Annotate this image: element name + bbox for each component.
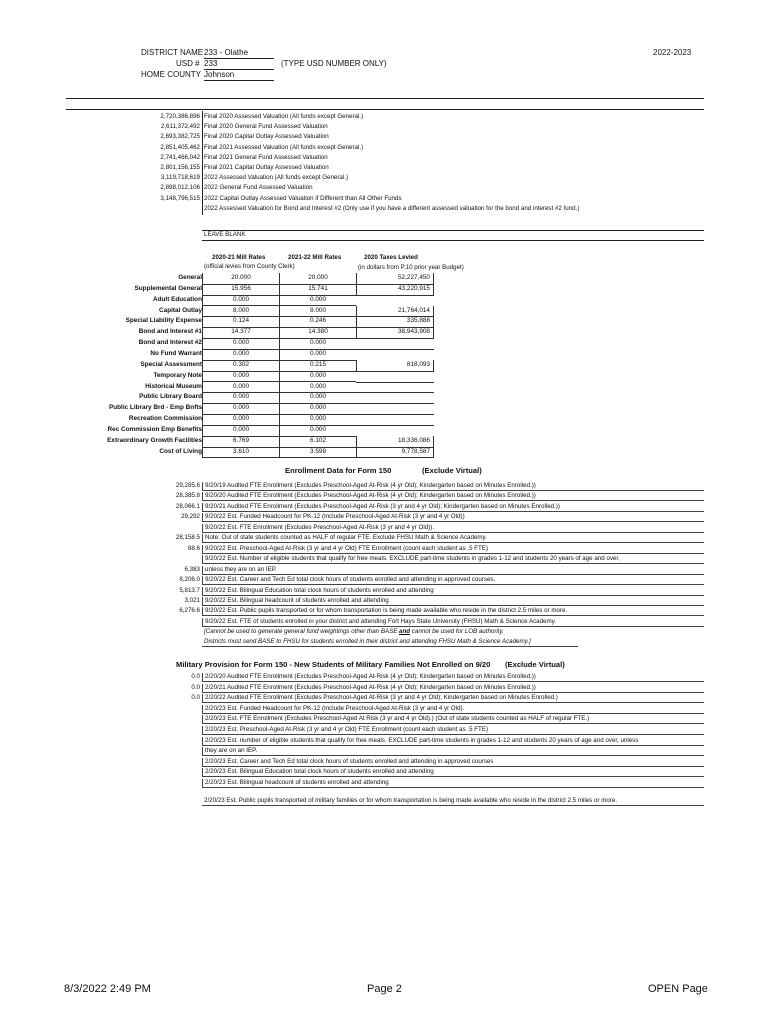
enrollment-description: Note: Out of state students counted as HALF of regular FTE. Exclude FHSU Math & Science Academy. <box>202 534 704 543</box>
rates-col1-header: 2020-21 Mill Rates <box>212 254 266 261</box>
valuation-amount[interactable]: 2,741,466,042 <box>160 153 200 161</box>
enrollment-description: 9/20/22 Est. FTE Enrollment (Excludes Preschool-Aged At-Risk (3 yr and 4 yr Old)). <box>202 524 704 533</box>
enrollment-description: 9/20/22 Est. Bilingual headcount of students enrolled and attending <box>202 597 704 606</box>
home-county-value[interactable]: Johnson <box>204 70 274 81</box>
usd-label: USD # <box>176 59 200 68</box>
enrollment-description: 9/20/22 Est. Number of eligible students that qualify for free meals. EXCLUDE part-time students in grades 1-12 and students 20 years of age and over, <box>202 555 704 564</box>
valuation-description: Final 2021 Capital Outlay Assessed Valuation <box>204 164 329 171</box>
enrollment-title-note: (Exclude Virtual) <box>422 466 482 475</box>
military-description: 2/20/23 Est. Preschool-Aged At-Risk (3 yr and 4 yr Old) FTE Enrollment (count each student as .5 FTE) <box>202 726 704 735</box>
rate-2020-21[interactable]: 0.000 <box>202 414 279 426</box>
rates-col1-sub: (official levies from County Clerk) <box>204 263 295 270</box>
enrollment-description: 9/20/22 Est. FTE of students enrolled in your district and attending Fort Hays State University (FHSU) Math & Science Academy. <box>202 618 704 627</box>
valuation-amount[interactable]: 2,898,012,106 <box>160 184 200 192</box>
rate-2020-21[interactable]: 0.000 <box>202 425 279 437</box>
rate-fund-label: Capital Outlay <box>159 306 202 314</box>
rate-2021-22[interactable]: 0.000 <box>279 295 356 307</box>
military-description: 2/20/23 Est. FTE Enrollment (Excludes Preschool-Aged At Risk (3 yr and 4 yr Old).) (Out of state students counted as HALF of regular FTE.) <box>202 715 704 724</box>
rate-2020-21[interactable]: 0.124 <box>202 316 279 328</box>
rate-2020-21[interactable]: 14.377 <box>202 327 279 339</box>
enrollment-value[interactable]: 29,285.6 <box>175 482 200 489</box>
rate-2021-22[interactable]: 6.102 <box>279 436 356 448</box>
valuation-amount[interactable]: 3,119,718,619 <box>160 174 200 182</box>
rate-fund-label: Special Liability Expense <box>125 317 202 325</box>
enrollment-value[interactable]: 88.6 <box>187 544 200 552</box>
taxes-levied[interactable] <box>356 371 434 372</box>
rates-col3-header: 2020 Taxes Levied <box>364 254 418 261</box>
rate-fund-label: Supplemental General <box>134 284 202 292</box>
district-name-value[interactable]: 233 - Olathe <box>204 48 274 59</box>
enrollment-description: unless they are on an IEP. <box>202 566 704 575</box>
rate-2020-21[interactable]: 0.000 <box>202 295 279 307</box>
rate-2020-21[interactable]: 0.000 <box>202 338 279 350</box>
page-status: OPEN Page <box>648 983 708 995</box>
fhsu-note-1 <box>204 628 504 636</box>
rate-2020-21[interactable]: 20.000 <box>202 273 279 285</box>
military-description: 2/20/20 Audited FTE Enrollment (Excludes Preschool-Aged At-Risk (4 yr Old); Kindergarten based on Minutes Enrolled.)) <box>202 673 704 682</box>
valuation-amount[interactable]: 2,611,372,492 <box>160 123 200 131</box>
enrollment-value[interactable]: 6,276.6 <box>179 607 200 615</box>
enrollment-title: Enrollment Data for Form 150 <box>285 466 392 475</box>
taxes-levied[interactable] <box>356 338 434 339</box>
military-description: they are on an IEP. <box>202 747 704 756</box>
enrollment-description: 9/20/22 Est. Preschool-Aged At-Risk (3 yr and 4 yr Old) FTE Enrollment (count each student as .5 FTE) <box>202 545 704 554</box>
rate-fund-label: Adult Education <box>153 295 202 303</box>
military-title: Military Provision for Form 150 - New Students of Military Families Not Enrolled on 9/20 <box>176 660 491 669</box>
rate-2021-22[interactable]: 8.000 <box>279 306 356 318</box>
valuation-description: Final 2021 Assessed Valuation (All funds except General.) <box>204 143 364 151</box>
enrollment-value[interactable]: 28,158.5 <box>175 534 200 542</box>
rates-col2-header: 2021-22 Mill Rates <box>288 254 342 261</box>
valuation-description: Final 2021 General Fund Assessed Valuation <box>204 153 328 161</box>
taxes-levied[interactable]: 21,764,014 <box>356 306 434 318</box>
rate-fund-label: Bond and Interest #1 <box>138 328 202 336</box>
rate-2020-21[interactable]: 0.302 <box>202 360 279 372</box>
valuation-description: Final 2020 Capital Outlay Assessed Valuation <box>204 133 329 141</box>
valuation-amount[interactable]: 2,801,156,155 <box>160 164 200 171</box>
page-number: Page 2 <box>367 983 402 995</box>
enrollment-value[interactable]: 6,383 <box>184 565 200 573</box>
divider <box>66 98 704 99</box>
rate-2021-22[interactable]: 0.000 <box>279 425 356 437</box>
enrollment-value[interactable]: 29,292 <box>181 513 200 521</box>
rate-2021-22[interactable]: 0.246 <box>279 316 356 328</box>
rate-2020-21[interactable]: 0.000 <box>202 371 279 383</box>
taxes-levied[interactable] <box>356 414 434 415</box>
rate-2021-22[interactable]: 0.215 <box>279 360 356 372</box>
rate-2020-21[interactable]: 15.956 <box>202 284 279 296</box>
rate-2020-21[interactable]: 0.000 <box>202 349 279 361</box>
rate-fund-label: Rec Commission Emp Benefits <box>107 425 202 433</box>
rate-2020-21[interactable]: 6.769 <box>202 436 279 448</box>
military-description: 2/20/23 Est. Bilingual Education total clock hours of students enrolled and attending <box>202 768 704 777</box>
rate-2021-22[interactable]: 0.000 <box>279 403 356 415</box>
rate-2021-22[interactable]: 0.000 <box>279 382 356 394</box>
taxes-levied[interactable]: 43,220,915 <box>356 284 434 296</box>
rate-fund-label: Extraordinary Growth Facilities <box>107 436 202 444</box>
rate-fund-label: No Fund Warrant <box>150 349 202 357</box>
taxes-levied[interactable] <box>356 392 434 393</box>
rate-2020-21[interactable]: 0.000 <box>202 403 279 415</box>
military-description: 2/20/23 Est. Bilingual headcount of students enrolled and attending <box>202 779 704 788</box>
military-title-note: (Exclude Virtual) <box>505 660 565 669</box>
taxes-levied[interactable] <box>356 382 434 383</box>
leave-blank-label: LEAVE BLANK <box>204 231 246 238</box>
enrollment-value[interactable]: 3,021 <box>184 597 200 604</box>
rate-2021-22[interactable]: 0.000 <box>279 414 356 426</box>
military-description: 2/20/23 Est. number of eligible students that qualify for free meals. EXCLUDE part-time students in grades 1-12 and students 20 years of age and over, unless <box>202 737 704 746</box>
taxes-levied[interactable] <box>356 403 434 404</box>
enrollment-description: 9/20/19 Audited FTE Enrollment (Excludes Preschool-Aged At-Risk (4 yr Old); Kindergarten based on Minutes Enrolled.)) <box>202 482 704 491</box>
valuation-amount[interactable]: 2,693,382,725 <box>160 133 200 141</box>
note-emphasis: and <box>399 628 411 635</box>
enrollment-description: 9/20/21 Audited FTE Enrollment (Excludes Preschool-Aged At-Risk (3 yr and 4 yr Old); Kindergarten based on Minutes Enrolled.)) <box>202 503 704 512</box>
enrollment-value[interactable]: 5,813.7 <box>179 586 200 594</box>
rate-fund-label: Special Assessment <box>140 360 202 368</box>
rate-fund-label: Public Library Brd - Emp Bnfts <box>108 404 202 412</box>
rate-2021-22[interactable]: 15.741 <box>279 284 356 296</box>
taxes-levied[interactable]: 52,227,450 <box>356 273 434 285</box>
rate-2020-21[interactable]: 3.610 <box>202 447 279 459</box>
rate-fund-label: Cost of Living <box>159 447 202 455</box>
home-county-label: HOME COUNTY <box>141 70 201 79</box>
enrollment-description: 9/20/22 Est. Public pupils transported or for whom transportation is being made available who reside in the district 2.5 miles or more. <box>202 607 704 616</box>
rate-2020-21[interactable]: 8.000 <box>202 306 279 318</box>
district-name-label: DISTRICT NAME <box>141 48 204 57</box>
military-description: 2/20/22 Audited FTE Enrollment (Excludes Preschool-Aged At-Risk (3 yr and 4 yr Old); Kindergarten based on Minutes Enrolled.) <box>202 694 704 703</box>
enrollment-description: 9/20/20 Audited FTE Enrollment (Excludes Preschool-Aged At-Risk (4 yr Old); Kindergarten based on Minutes Enrolled.)) <box>202 492 704 501</box>
taxes-levied[interactable]: 38,943,908 <box>356 327 434 339</box>
divider <box>66 109 704 110</box>
taxes-levied[interactable] <box>356 425 434 426</box>
rate-fund-label: General <box>178 274 202 281</box>
taxes-levied[interactable]: 18,336,086 <box>356 436 434 448</box>
valuation-amount[interactable]: 2,851,405,462 <box>160 143 200 151</box>
military-transport-row: 2/20/23 Est. Public pupils transported of military families or for whom transportation is being made available who reside in the district 2.5 miles or more. <box>202 797 704 806</box>
valuation-amount[interactable]: 3,148,796,515 <box>160 194 200 202</box>
taxes-levied[interactable]: 9,778,587 <box>356 447 434 459</box>
rate-fund-label: Public Library Board <box>139 393 202 401</box>
valuation-amount[interactable]: 2,720,386,896 <box>160 113 200 120</box>
enrollment-description: 9/20/22 Est. Career and Tech Ed total clock hours of students enrolled and attending in approved courses. <box>202 576 704 585</box>
valuation-description: 2022 General Fund Assessed Valuation <box>204 184 313 192</box>
taxes-levied[interactable] <box>356 349 434 350</box>
valuation-description: Final 2020 Assessed Valuation (All funds except General.) <box>204 113 364 120</box>
rate-fund-label: Recreation Commission <box>128 415 202 422</box>
print-datetime: 8/3/2022 2:49 PM <box>64 983 151 995</box>
enrollment-description: 9/20/22 Est. Funded Headcount for PK-12 (Include Preschool-Aged At-Risk (3 yr and 4 yr Old)) <box>202 513 704 522</box>
enrollment-value[interactable]: 28,385.8 <box>175 492 200 500</box>
divider <box>202 230 704 231</box>
valuation-description: 2022 Assessed Valuation for Bond and Interest #2 (Only use if you have a different assessed valuation for the bond and interest #2 fund.) <box>204 204 580 212</box>
usd-note: (TYPE USD NUMBER ONLY) <box>281 59 387 68</box>
military-description: 2/20/21 Audited FTE Enrollment (Excludes Preschool-Aged At-Risk (4 yr Old); Kindergarten based on Minutes Enrolled.)) <box>202 684 704 693</box>
rate-2020-21[interactable]: 0.000 <box>202 382 279 394</box>
rate-fund-label: Temporary Note <box>153 371 202 379</box>
military-value[interactable]: 0.0 <box>191 694 200 702</box>
divider <box>202 240 704 241</box>
fhsu-note-2: Districts must send BASE to FHSU for students enrolled in their district and attending FHSU Math & Science Academy.] <box>202 638 578 647</box>
valuation-description: 2022 Capital Outlay Assessed Valuation if Different than All Other Funds <box>204 194 402 202</box>
valuation-description: Final 2020 General Fund Assessed Valuation <box>204 123 328 131</box>
rate-2021-22[interactable]: 3.598 <box>279 447 356 459</box>
enrollment-value[interactable]: 28,066.1 <box>175 502 200 510</box>
military-value[interactable]: 0.0 <box>191 683 200 691</box>
rate-2021-22[interactable]: 20.000 <box>279 273 356 285</box>
taxes-levied[interactable]: 335,888 <box>356 316 434 328</box>
enrollment-description: 9/20/22 Est. Bilingual Education total clock hours of students enrolled and attending <box>202 587 704 596</box>
rate-2021-22[interactable]: 0.000 <box>279 392 356 404</box>
school-year: 2022-2023 <box>653 48 692 57</box>
usd-number-field[interactable]: 233 <box>204 59 274 70</box>
military-description: 2/20/23 Est. Career and Tech Ed total clock hours of students enrolled and attending in approved courses <box>202 758 704 767</box>
taxes-levied[interactable] <box>356 295 434 296</box>
enrollment-value[interactable]: 8,206.0 <box>179 576 200 583</box>
military-description: 2/20/23 Est. Funded Headcount for PK-12 (Include Preschool-Aged At-Risk (3 yr and 4 yr Old). <box>202 705 704 714</box>
military-value[interactable]: 0.0 <box>191 673 200 680</box>
rate-2021-22[interactable]: 0.000 <box>279 349 356 361</box>
rate-2021-22[interactable]: 14.380 <box>279 327 356 339</box>
rate-2021-22[interactable]: 0.000 <box>279 371 356 383</box>
rate-2020-21[interactable]: 0.000 <box>202 392 279 404</box>
rate-2021-22[interactable]: 0.000 <box>279 338 356 350</box>
note-text: cannot be used for LOB authority. <box>410 628 504 635</box>
column-divider <box>202 111 203 215</box>
rate-fund-label: Bond and Interest #2 <box>138 339 202 347</box>
taxes-levied[interactable]: 818,093 <box>356 360 434 372</box>
valuation-description: 2022 Assessed Valuation (All funds except General.) <box>204 174 348 182</box>
rate-fund-label: Historical Museum <box>145 382 202 390</box>
note-text: [Cannot be used to generate general fund weightings other than BASE <box>204 628 400 635</box>
rates-col3-sub: (in dollars from P.10 prior year Budget) <box>358 264 464 271</box>
